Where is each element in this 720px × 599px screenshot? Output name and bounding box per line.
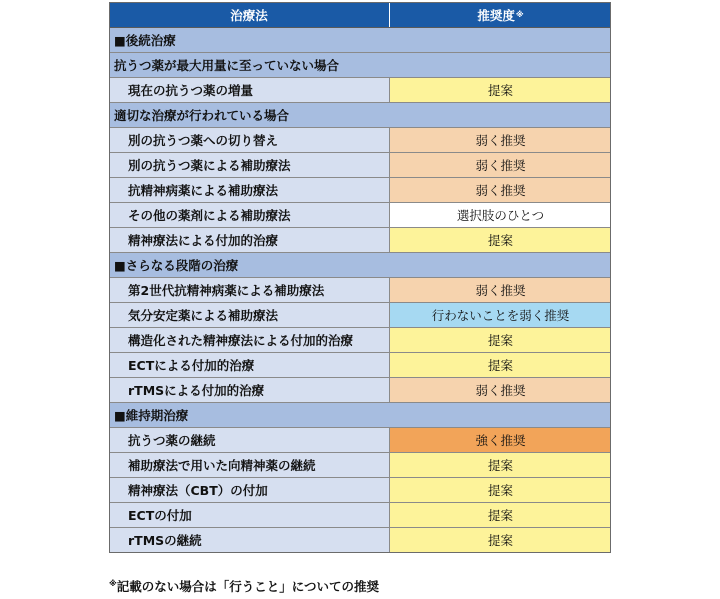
table-row — [109, 78, 611, 103]
table-header — [109, 2, 611, 28]
table-row — [109, 178, 611, 203]
recommendation-cell: 提案 — [390, 353, 611, 377]
therapy-cell: 構造化された精神療法による付加的治療 — [109, 328, 390, 352]
recommendation-cell: 提案 — [390, 328, 611, 352]
therapy-cell: 現在の抗うつ薬の増量 — [109, 78, 390, 102]
recommendation-cell: 強く推奨 — [390, 428, 611, 452]
table-row — [109, 503, 611, 528]
section-label: ■さらなる段階の治療 — [114, 258, 239, 273]
section-label: ■後続治療 — [114, 33, 176, 48]
recommendation-cell: 弱く推奨 — [390, 153, 611, 177]
section-label: ■維持期治療 — [114, 408, 189, 423]
therapy-cell: 第2世代抗精神病薬による補助療法 — [109, 278, 390, 302]
footnote-mark: ※ — [109, 578, 117, 588]
recommendation-cell: 提案 — [390, 228, 611, 252]
therapy-cell: 精神療法による付加的治療 — [109, 228, 390, 252]
table-row — [109, 303, 611, 328]
section-label: 適切な治療が行われている場合 — [114, 108, 290, 123]
section-row — [109, 103, 611, 128]
recommendation-cell: 提案 — [390, 478, 611, 502]
header-recommendation-label: 推奨度 — [477, 7, 515, 23]
therapy-cell: 気分安定薬による補助療法 — [109, 303, 390, 327]
recommendation-cell: 選択肢のひとつ — [390, 203, 611, 227]
recommendation-cell: 弱く推奨 — [390, 178, 611, 202]
therapy-cell: ECTの付加 — [109, 503, 390, 527]
therapy-cell: その他の薬剤による補助療法 — [109, 203, 390, 227]
section-row — [109, 53, 611, 78]
table-row — [109, 153, 611, 178]
header-recommendation — [390, 2, 611, 27]
recommendation-cell: 弱く推奨 — [390, 278, 611, 302]
table-row — [109, 203, 611, 228]
recommendation-cell: 行わないことを弱く推奨 — [390, 303, 611, 327]
footnote — [109, 577, 379, 595]
header-footnote-mark: ※ — [515, 10, 524, 19]
recommendation-table — [109, 2, 611, 553]
section-row — [109, 28, 611, 53]
table-body — [109, 28, 611, 553]
header-therapy-label: 治療法 — [230, 7, 268, 23]
therapy-cell: 抗うつ薬の継続 — [109, 428, 390, 452]
footnote-text: 記載のない場合は「行うこと」についての推奨 — [116, 579, 380, 594]
table-row — [109, 378, 611, 403]
table-row — [109, 278, 611, 303]
header-therapy — [109, 2, 390, 27]
therapy-cell: rTMSによる付加的治療 — [109, 378, 390, 402]
section-label: 抗うつ薬が最大用量に至っていない場合 — [114, 58, 340, 73]
recommendation-cell: 弱く推奨 — [390, 378, 611, 402]
recommendation-cell: 提案 — [390, 78, 611, 102]
therapy-cell: rTMSの継続 — [109, 528, 390, 552]
table-row — [109, 528, 611, 553]
therapy-cell: 別の抗うつ薬への切り替え — [109, 128, 390, 152]
table-row — [109, 228, 611, 253]
recommendation-cell: 提案 — [390, 453, 611, 477]
table-row — [109, 453, 611, 478]
therapy-cell: 精神療法（CBT）の付加 — [109, 478, 390, 502]
recommendation-cell: 提案 — [390, 528, 611, 552]
therapy-cell: 別の抗うつ薬による補助療法 — [109, 153, 390, 177]
therapy-cell: 抗精神病薬による補助療法 — [109, 178, 390, 202]
therapy-cell: ECTによる付加的治療 — [109, 353, 390, 377]
table-row — [109, 353, 611, 378]
table-row — [109, 478, 611, 503]
recommendation-cell: 提案 — [390, 503, 611, 527]
table-row — [109, 428, 611, 453]
section-row — [109, 403, 611, 428]
section-row — [109, 253, 611, 278]
table-row — [109, 328, 611, 353]
table-row — [109, 128, 611, 153]
therapy-cell: 補助療法で用いた向精神薬の継続 — [109, 453, 390, 477]
recommendation-cell: 弱く推奨 — [390, 128, 611, 152]
